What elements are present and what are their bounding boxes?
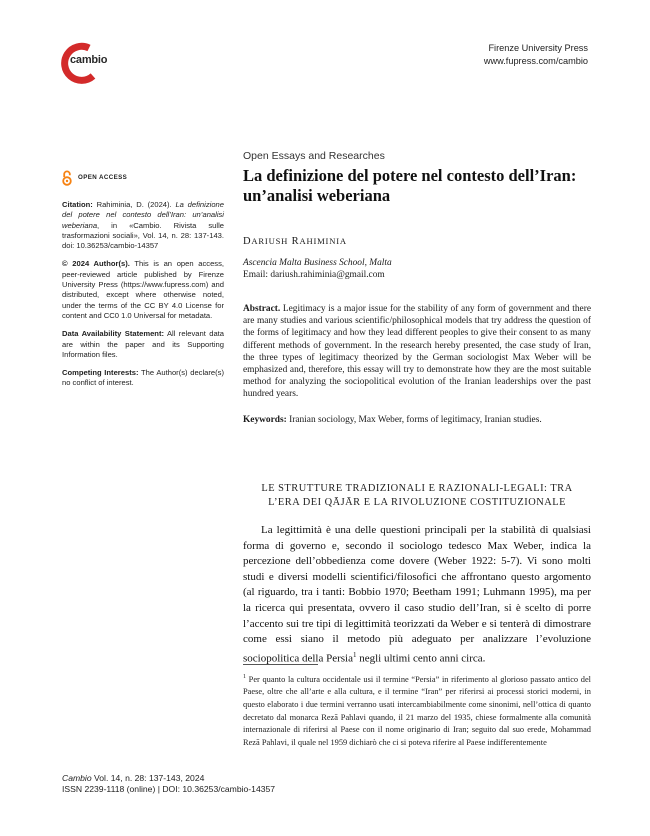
keywords xyxy=(243,414,591,426)
citation xyxy=(62,200,224,251)
footnote-reference[interactable]: 1 xyxy=(352,650,357,659)
data-availability-text: All relevant data are within the paper and its Supporting Information files. xyxy=(62,329,224,359)
section-heading-line-1: LE STRUTTURE TRADIZIONALI E RAZIONALI-LEGALI: TRA xyxy=(261,483,573,494)
sidebar-metadata xyxy=(62,170,224,397)
author-first-rest: ARIUSH xyxy=(251,236,289,246)
competing-interests-label: Competing Interests: xyxy=(62,368,139,378)
section-label: Open Essays and Researches xyxy=(243,150,385,162)
author-first-initial: D xyxy=(243,236,252,247)
copyright-text: This is an open access, peer-reviewed article published by Firenze University Press (https://www.fupress.com) and distributed, except where otherwise noted, under the terms of the CC BY 4.0 License for content and CC0 1.0 Universal for metadata. xyxy=(62,259,225,320)
abstract-label: Abstract. xyxy=(243,304,281,314)
author-last-initial: R xyxy=(291,236,300,247)
section-heading xyxy=(243,482,591,510)
keywords-text: Iranian sociology, Max Weber, forms of legitimacy, Iranian studies. xyxy=(286,414,542,425)
article-title xyxy=(243,166,591,206)
article-header xyxy=(243,150,591,426)
cambio-logo xyxy=(57,42,117,86)
open-access-lock-icon xyxy=(62,170,72,186)
footer-line-2: ISSN 2239-1118 (online) | DOI: 10.36253/cambio-14357 xyxy=(62,784,276,794)
footnote xyxy=(243,671,591,749)
data-availability xyxy=(62,329,224,360)
footnote-divider xyxy=(243,664,318,665)
abstract xyxy=(243,303,591,401)
publisher-url[interactable]: www.fupress.com/cambio xyxy=(483,56,588,66)
page-footer xyxy=(62,773,275,795)
citation-pre: Rahiminia, D. (2024). xyxy=(92,200,176,209)
open-access-badge xyxy=(62,170,224,186)
section-heading-line-2: L’ERA DEI QĀJĀR E LA RIVOLUZIONE COSTITUZIONALE xyxy=(268,497,566,508)
publisher-info xyxy=(484,42,588,68)
citation-title: La definizione del potere nel contesto dell’Iran: un’analisi weberiana xyxy=(62,200,224,230)
title-line-2: un’analisi weberiana xyxy=(243,186,391,205)
title-line-1: La definizione del potere nel contesto dell’Iran: xyxy=(243,166,577,185)
competing-interests-text: The Author(s) declare(s) no conflict of interest. xyxy=(62,368,224,388)
footer-journal: Cambio xyxy=(62,773,92,783)
keywords-label: Keywords: xyxy=(243,414,287,425)
competing-interests xyxy=(62,368,224,389)
logo-text: cambio xyxy=(70,54,108,66)
citation-label: Citation: xyxy=(62,200,93,209)
copyright xyxy=(62,259,224,321)
author-affiliation: Ascencia Malta Business School, Malta xyxy=(243,258,392,268)
body-text-end: negli ultimi cento anni circa. xyxy=(356,652,486,665)
publisher-name: Firenze University Press xyxy=(488,43,588,53)
footnote-mark: 1 xyxy=(243,674,246,680)
body-paragraph xyxy=(243,523,591,667)
footnote-text: Per quanto la cultura occidentale usi il termine “Persia” in riferimento al glorioso passato antico del Paese, oltre che all’arte e alla cultura, e il termine “Iran” per riferirsi ai processi storici moderni, in questo elaborato i due termini verranno usati intercambiabilmente come sinonimi, nell’ottica di quanto decretato dal monarca Rezā Pahlavi quando, il 21 marzo del 1935, chiese formalmente alla comunità internazionale di riferirsi al Paese con il nome originario di Iran; seguito dal suo erede, Mohammad Rezā Pahlavi, il quale nel 1959 dichiarò che ci si poteva riferire al Paese indifferentemente xyxy=(243,674,591,747)
body-text: La legittimità è una delle questioni principali per la stabilità di qualsiasi forma di governo e, secondo il sociologo tedesco Max Weber, indica la percezione dell’obbedienza come dovere (Weber 1922: 5-7). Vi sono molti studi e diversi modelli scientifici/filosofici che affrontano questo argomento (al riguardo, tra i tanti: Bobbio 1970; Beetham 1991; Luhmann 1995), ma per la ricerca qui presentata, ovvero il caso studio dell’Iran, si è scelto di porre l’accento sui tre tipi di legittimità teorizzati da Weber e si tenterà di dimostrare come essi siano il metodo più adeguato per analizzare l’evoluzione sociopolitica della Persia xyxy=(243,524,591,665)
footer-line-1 xyxy=(62,773,275,784)
author-email[interactable]: Email: dariush.rahiminia@gmail.com xyxy=(243,270,385,280)
data-availability-label: Data Availability Statement: xyxy=(62,329,165,339)
copyright-label: © 2024 Author(s). xyxy=(62,259,130,269)
citation-post: , in «Cambio. Rivista sulle trasformazioni sociali», Vol. 14, n. 28: 137-143. doi: 10.36253/cambio-14357 xyxy=(62,220,224,251)
abstract-text: Legitimacy is a major issue for the stability of any form of government and there are many studies and various scientific/philosophical models that try address the question of the forms of legitimacy and how they lead different peoples to give their consent to as many different methods of government. In the research hereby presented, the case study of Iran, the three types of legitimacy theorized by the German sociologist Max Weber will be emphasized and, therefore, this essay will try to demonstrate how they are the most suitable method for analyzing the sociopolitical evolution of the Iranian leaderships over the past hundred years. xyxy=(243,304,591,400)
footer-volume: Vol. 14, n. 28: 137-143, 2024 xyxy=(91,773,205,783)
author-name xyxy=(243,236,591,247)
open-access-label: OPEN ACCESS xyxy=(78,173,128,181)
author-last-rest: AHIMINIA xyxy=(299,236,347,246)
